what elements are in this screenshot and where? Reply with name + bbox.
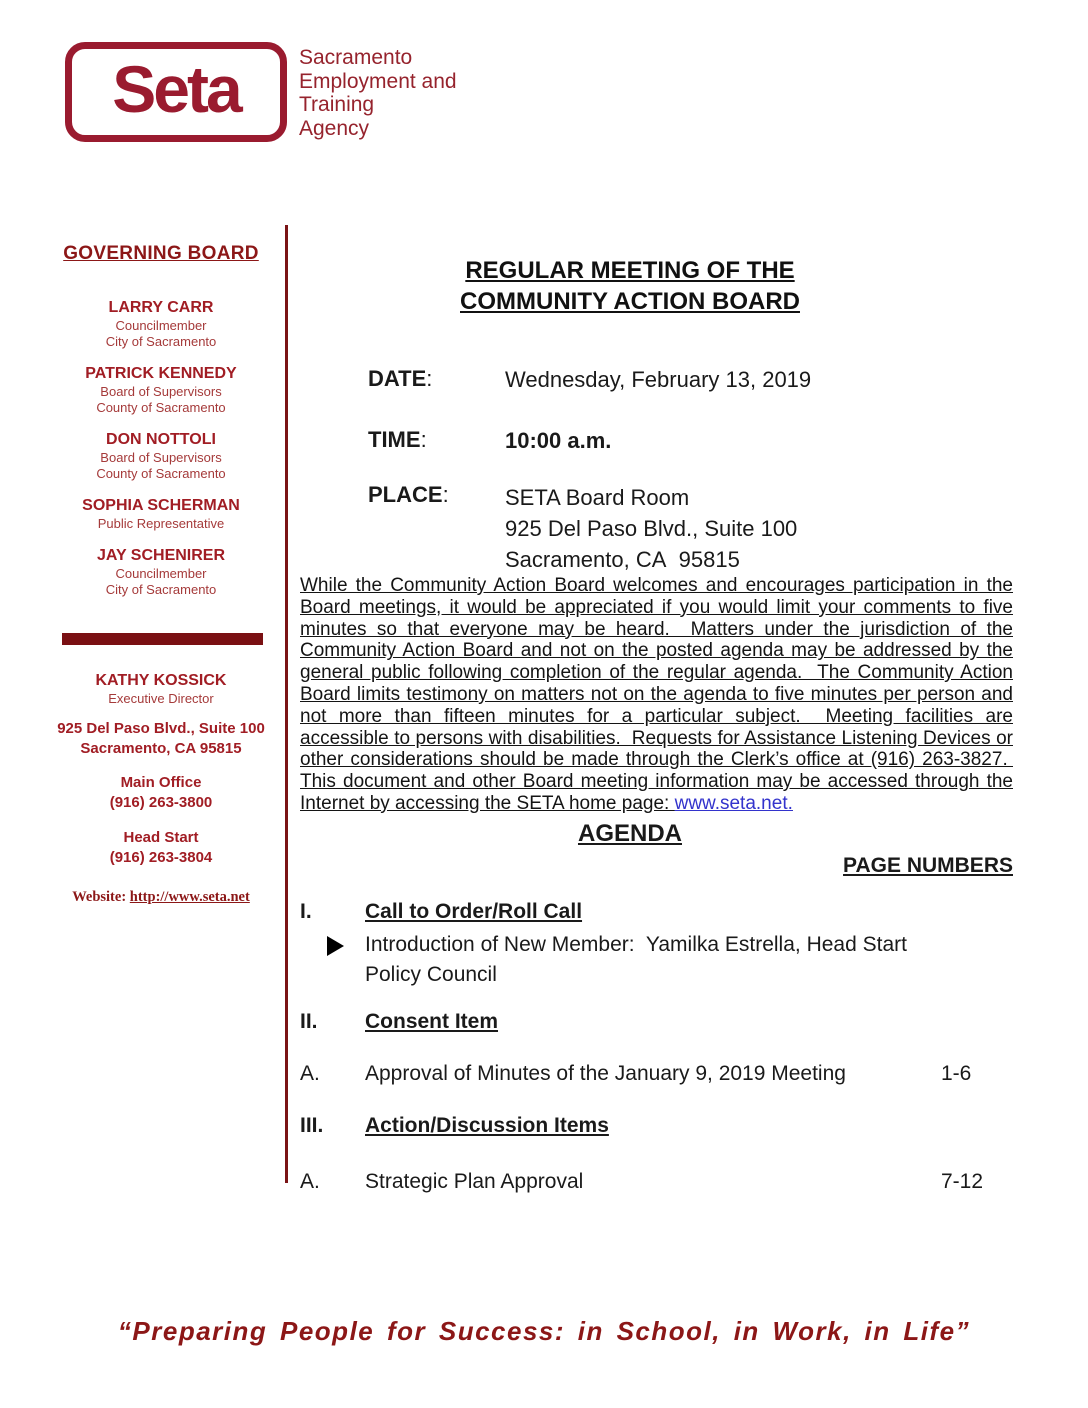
board-member bbox=[55, 298, 267, 350]
agenda-section-3 bbox=[300, 1114, 1016, 1138]
executive-director-title: Executive Director bbox=[108, 691, 214, 706]
place-line: Sacramento, CA 95815 bbox=[505, 547, 740, 572]
executive-director-name: KATHY KOSSICK bbox=[95, 672, 227, 689]
agency-name bbox=[299, 46, 457, 140]
section-title: Call to Order/Roll Call bbox=[365, 900, 583, 923]
office-address-line: Sacramento, CA 95815 bbox=[80, 740, 242, 757]
board-member bbox=[55, 546, 267, 598]
board-member bbox=[55, 430, 267, 482]
place-label: PLACE: bbox=[368, 482, 449, 507]
section-title: Action/Discussion Items bbox=[365, 1114, 609, 1137]
seta-logo bbox=[65, 42, 287, 142]
document-title-line1: REGULAR MEETING OF THE bbox=[465, 257, 795, 284]
agency-name-line: Employment and bbox=[299, 69, 457, 93]
board-member bbox=[55, 496, 267, 532]
bullet-text: Introduction of New Member: Yamilka Estrella, Head Start Policy Council bbox=[365, 933, 907, 986]
meeting-place-row bbox=[368, 482, 1016, 575]
agenda-section-1 bbox=[300, 900, 1016, 924]
agency-name-line: Training bbox=[299, 93, 375, 116]
board-member-org: City of Sacramento bbox=[105, 334, 217, 349]
place-value bbox=[505, 482, 797, 575]
governing-board-heading: GOVERNING BOARD bbox=[63, 243, 259, 264]
notice-text: While the Community Action Board welcomes and encourages participation in the Board meetings, it would be appreciated if you would limit your comments to five minutes so that everyone may be heard. Matters under the jurisdiction of the Community Action Board and not on the posted agenda may be addressed by the general public following completion of the regular agenda. The Community Action Board limits testimony on matters not on the agenda to five minutes per person and not more than fifteen minutes for a particular subject. Meeting facilities are accessible to persons with disabilities. Requests for Assistance Listening Devices or other considerations should be made through the Clerk’s office at (916) 263-3827. This document and other Board meeting information may be accessed through the Internet by accessing the SETA home page: bbox=[300, 575, 1013, 814]
item-page-numbers: 1-6 bbox=[941, 1062, 972, 1085]
board-member-role: Councilmember bbox=[115, 318, 207, 333]
board-member-name: PATRICK KENNEDY bbox=[85, 365, 237, 382]
section-numeral: II. bbox=[300, 1010, 318, 1033]
seta-logo-wordmark: Seta bbox=[112, 52, 240, 126]
board-member-name: SOPHIA SCHERMAN bbox=[82, 497, 240, 514]
agenda-item-2a bbox=[300, 1062, 1016, 1086]
main-office-label: Main Office bbox=[120, 774, 202, 791]
item-text: Strategic Plan Approval bbox=[365, 1170, 584, 1193]
board-member-role: Board of Supervisors bbox=[100, 384, 222, 399]
website-line bbox=[55, 889, 267, 906]
board-member bbox=[55, 364, 267, 416]
sidebar-divider-bar bbox=[62, 633, 263, 645]
agenda-section-2 bbox=[300, 1010, 1016, 1034]
public-participation-notice bbox=[300, 575, 1013, 815]
board-member-org: County of Sacramento bbox=[96, 400, 226, 415]
time-label: TIME: bbox=[368, 427, 427, 452]
head-start-phone: (916) 263-3804 bbox=[109, 849, 213, 866]
agenda-section-1-bullet bbox=[300, 930, 1016, 990]
page-numbers-heading: PAGE NUMBERS bbox=[843, 854, 1013, 877]
date-value: Wednesday, February 13, 2019 bbox=[505, 367, 812, 392]
agenda-item-3a bbox=[300, 1170, 1016, 1194]
time-value: 10:00 a.m. bbox=[505, 428, 612, 453]
triangle-bullet-icon bbox=[327, 936, 344, 956]
vertical-divider bbox=[285, 225, 288, 1183]
section-title: Consent Item bbox=[365, 1010, 499, 1033]
seta-homepage-link[interactable]: www.seta.net. bbox=[674, 792, 793, 814]
board-member-role: Board of Supervisors bbox=[100, 450, 222, 465]
board-member-role: Councilmember bbox=[115, 566, 207, 581]
office-address-line: 925 Del Paso Blvd., Suite 100 bbox=[57, 720, 265, 737]
item-page-numbers: 7-12 bbox=[941, 1170, 984, 1193]
board-member-name: JAY SCHENIRER bbox=[96, 547, 226, 564]
executive-director-block bbox=[55, 671, 267, 707]
board-member-org: County of Sacramento bbox=[96, 466, 226, 481]
section-numeral: III. bbox=[300, 1114, 324, 1137]
item-letter: A. bbox=[300, 1062, 320, 1085]
agency-name-line: Agency bbox=[299, 116, 370, 140]
section-numeral: I. bbox=[300, 900, 312, 923]
board-member-name: DON NOTTOLI bbox=[106, 431, 216, 448]
agency-name-line: Sacramento bbox=[299, 46, 413, 69]
date-label: DATE: bbox=[368, 366, 433, 391]
place-line: 925 Del Paso Blvd., Suite 100 bbox=[505, 516, 798, 541]
document-title bbox=[300, 255, 960, 317]
meeting-date-row bbox=[368, 366, 1016, 393]
meeting-time-row bbox=[368, 427, 1016, 454]
office-address bbox=[55, 719, 267, 759]
place-line: SETA Board Room bbox=[505, 485, 690, 510]
agency-motto: “Preparing People for Success: in School, in Work, in Life” bbox=[117, 1316, 971, 1346]
main-office-phone: (916) 263-3800 bbox=[109, 794, 213, 811]
website-link[interactable]: http://www.seta.net bbox=[129, 889, 250, 905]
board-member-org: City of Sacramento bbox=[105, 582, 217, 597]
agenda-list bbox=[300, 900, 1016, 1194]
head-start-contact bbox=[55, 828, 267, 868]
board-member-name: LARRY CARR bbox=[108, 299, 214, 316]
document-title-line2: COMMUNITY ACTION BOARD bbox=[460, 288, 800, 315]
board-member-role: Public Representative bbox=[97, 516, 225, 531]
website-label: Website: bbox=[72, 889, 127, 905]
governing-board-sidebar bbox=[55, 243, 267, 612]
main-office-contact bbox=[55, 773, 267, 813]
item-text: Approval of Minutes of the January 9, 2019 Meeting bbox=[365, 1062, 846, 1085]
agenda-heading: AGENDA bbox=[577, 820, 682, 847]
meeting-info bbox=[368, 366, 1016, 575]
item-letter: A. bbox=[300, 1170, 320, 1193]
head-start-label: Head Start bbox=[123, 829, 199, 846]
